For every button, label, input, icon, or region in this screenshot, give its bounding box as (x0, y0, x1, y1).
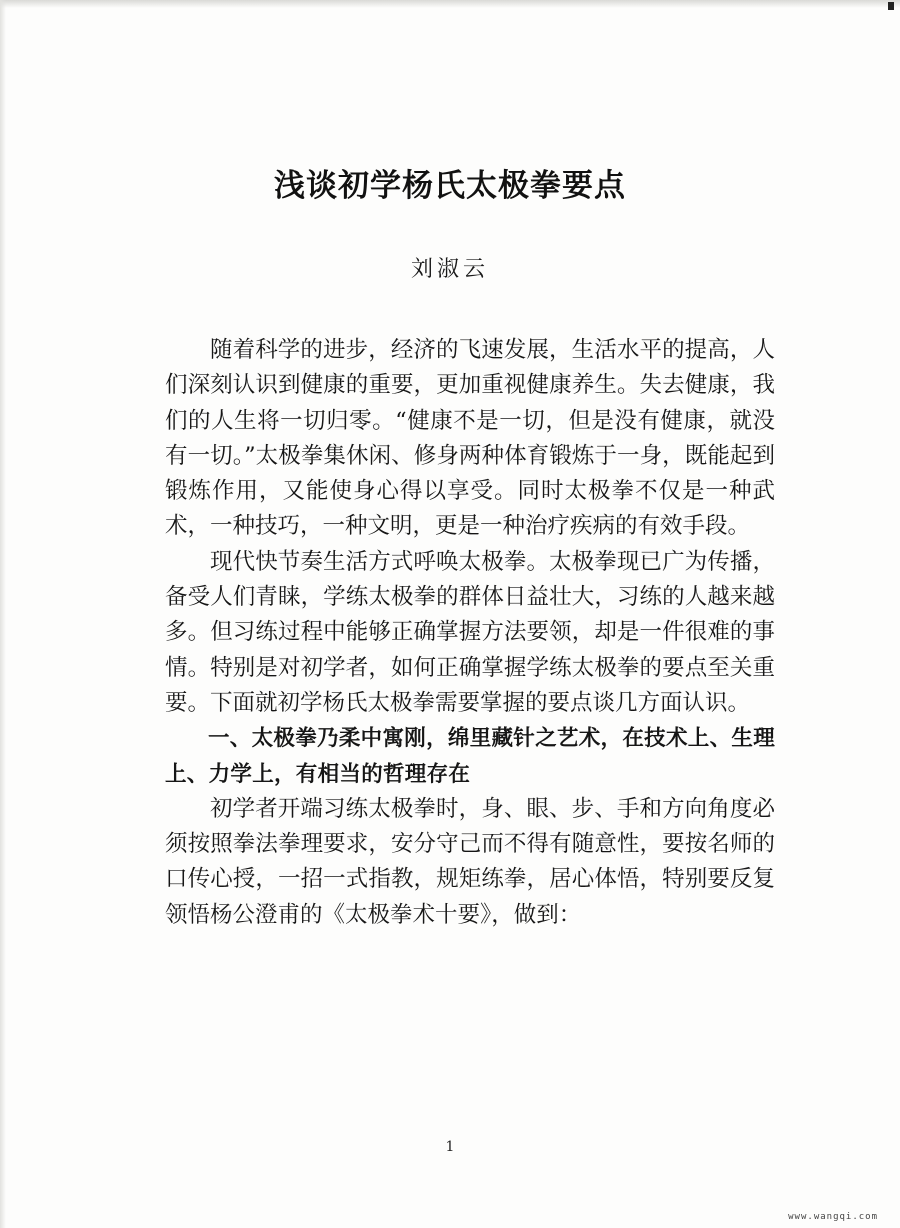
paragraph-3: 初学者开端习练太极拳时，身、眼、步、手和方向角度必须按照拳法拳理要求，安分守己而不得有随意性，要按名师的口传心授，一招一式指教，规矩练拳，居心体悟，特别要反复领悟杨公澄甫的《太极拳术十要》，做到： (165, 795, 775, 928)
site-watermark: www.wangqi.com (788, 1212, 878, 1222)
paragraph-2: 现代快节奏生活方式呼唤太极拳。太极拳现已广为传播，备受人们青睐，学练太极拳的群体日益壮大，习练的人越来越多。但习练过程中能够正确掌握方法要领，却是一件很难的事情。特别是对初学者，如何正确掌握学练太极拳的要点至关重要。下面就初学杨氏太极拳需要掌握的要点谈几方面认识。 (165, 548, 775, 716)
paragraph-1: 随着科学的进步，经济的飞速发展，生活水平的提高，人们深刻认识到健康的重要，更加重视健康养生。失去健康，我们的人生将一切归零。“健康不是一切，但是没有健康，就没有一切。”太极拳集休闲、修身两种体育锻炼于一身，既能起到锻炼作用，又能使身心得以享受。同时太极拳不仅是一种武术，一种技巧，一种文明，更是一种治疗疾病的有效手段。 (165, 337, 775, 540)
scan-edge-top (0, 0, 900, 8)
document-title: 浅谈初学杨氏太极拳要点 (274, 168, 626, 204)
document-body (165, 333, 775, 933)
document-author: 刘淑云 (410, 257, 489, 282)
scan-corner-mark (888, 2, 894, 10)
page-number: 1 (445, 1139, 455, 1155)
section-heading-1: 一、太极拳乃柔中寓刚，绵里藏针之艺术，在技术上、生理上、力学上，有相当的哲理存在 (165, 726, 775, 787)
